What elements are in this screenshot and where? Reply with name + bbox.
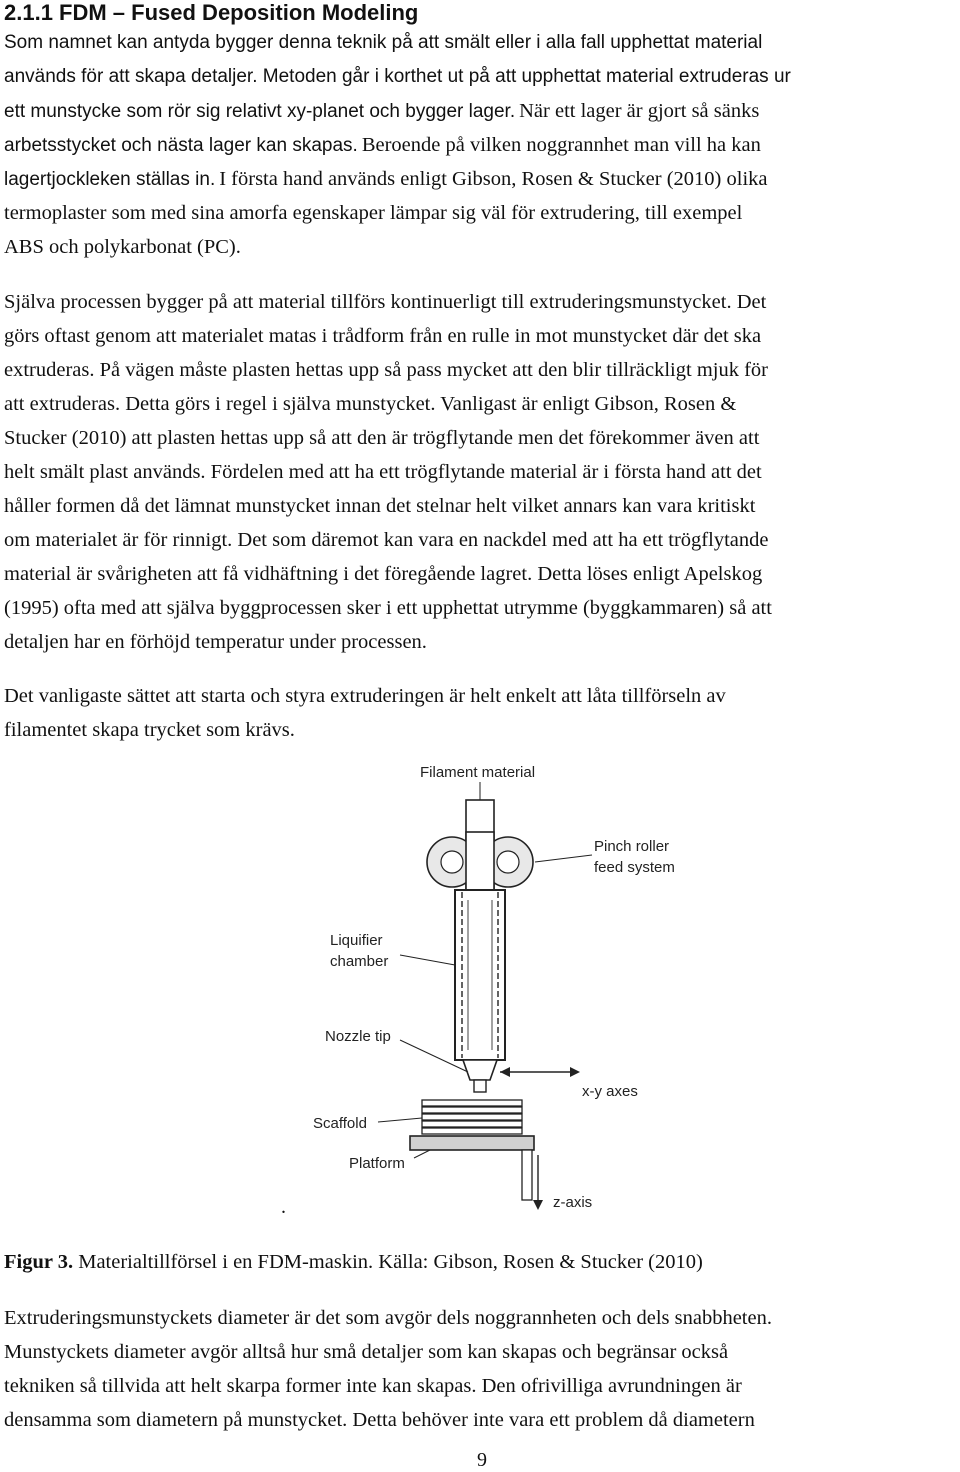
para2-line-10: (1995) ofta med att själva byggprocessen sker i ett upphettat utrymme (byggkammaren) så att	[4, 597, 772, 619]
para2-line-8: om materialet är för rinnigt. Det som däremot kan vara en nackdel med att ha ett trögflytande	[4, 529, 769, 551]
para1-line-1: Som namnet kan antyda bygger denna teknik på att smält eller i alla fall upphettat material	[4, 32, 763, 53]
leader-platform	[414, 1150, 430, 1158]
xy-arrowhead-left	[500, 1067, 510, 1077]
leader-liquifier	[400, 955, 455, 965]
para2-line-3: extruderas. På vägen måste plasten hettas upp så pass mycket att den blir tillräckligt mjuk för	[4, 359, 768, 381]
para4-line-4: densamma som diametern på munstycket. Detta behöver inte vara ett problem då diametern	[4, 1409, 755, 1431]
nozzle-orifice	[474, 1080, 486, 1092]
para2-line-4: att extruderas. Detta görs i regel i själva munstycket. Vanligast är enligt Gibson, Rosen &	[4, 393, 737, 415]
para1-line-7: ABS och polykarbonat (PC).	[4, 236, 241, 258]
leader-pinch	[535, 855, 592, 862]
fdm-diagram	[280, 760, 700, 1230]
label-feed-system: feed system	[594, 859, 675, 876]
label-platform: Platform	[349, 1155, 405, 1172]
para1-line-5-b: I första hand används enligt Gibson, Rosen & Stucker (2010) olika	[219, 168, 768, 190]
para4-line-2: Munstyckets diameter avgör alltså hur små detaljer som kan skapas och begränsar också	[4, 1341, 729, 1363]
para2-line-9: material är svårigheten att få vidhäftning i det föregående lagret. Detta löses enligt Apelskog	[4, 563, 763, 585]
para1-line-2: används för att skapa detaljer. Metoden går i korthet ut på att upphettat material extruderas ur	[4, 66, 791, 87]
pinch-roller-left-hub	[441, 851, 463, 873]
pinch-roller-right-hub	[497, 851, 519, 873]
leader-scaffold	[378, 1118, 422, 1122]
build-platform	[410, 1136, 534, 1150]
label-xy-axes: x-y axes	[582, 1083, 638, 1100]
label-filament-material: Filament material	[420, 764, 536, 781]
z-arrowhead	[533, 1200, 543, 1210]
label-liquifier: Liquifier	[330, 932, 383, 949]
part-layer	[422, 1114, 522, 1120]
para1-line-4-b: Beroende på vilken noggrannhet man vill ha kan	[361, 134, 761, 156]
filament-between-rollers	[466, 832, 494, 892]
label-pinch-roller: Pinch roller	[594, 838, 670, 855]
para4-line-3: tekniken så tillvida att helt skarpa former inte kan skapas. Den ofrivilliga avrundningen är	[4, 1375, 742, 1397]
para1-line-3	[4, 98, 759, 126]
para2-line-7: håller formen då det lämnat munstycket innan det stelnar helt vilket annars kan vara kritiskt	[4, 495, 756, 517]
part-layer	[422, 1100, 522, 1106]
part-layer	[422, 1121, 522, 1127]
para1-line-6: termoplaster som med sina amorfa egenskaper lämpar sig väl för extrudering, till exempel	[4, 202, 743, 224]
para4-line-1: Extruderingsmunstyckets diameter är det som avgör dels noggrannheten och dels snabbheten.	[4, 1307, 772, 1329]
para3-line-1: Det vanligaste sättet att starta och styra extruderingen är helt enkelt att låta tillförseln av	[4, 685, 726, 707]
para1-line-5-a: lagertjockleken ställas in.	[4, 169, 216, 190]
para2-line-5: Stucker (2010) att plasten hettas upp så att den är trögflytande men det förekommer även att	[4, 427, 760, 449]
label-nozzle-tip: Nozzle tip	[325, 1028, 391, 1045]
nozzle-tip	[463, 1060, 497, 1080]
para1-line-3-b: När ett lager är gjort så sänks	[519, 100, 760, 122]
platform-support	[522, 1150, 532, 1200]
part-layer	[422, 1107, 522, 1113]
page-number: 9	[477, 1449, 487, 1471]
figure-caption	[4, 1249, 703, 1275]
para3-line-2: filamentet skapa trycket som krävs.	[4, 719, 295, 741]
para1-line-3-a: ett munstycke som rör sig relativt xy-planet och bygger lager.	[4, 101, 516, 122]
part-layer	[422, 1128, 522, 1134]
figure-caption-label: Figur 3.	[4, 1251, 74, 1273]
para2-line-2: görs oftast genom att materialet matas i trådform från en rulle in mot munstycket där det ska	[4, 325, 762, 347]
para2-line-6: helt smält plast används. Fördelen med att ha ett trögflytande material är i första hand att det	[4, 461, 762, 483]
para1-line-4-a: arbetsstycket och nästa lager kan skapas.	[4, 135, 358, 156]
para1-line-4	[4, 132, 761, 160]
label-chamber: chamber	[330, 953, 389, 970]
para1-line-5	[4, 166, 768, 194]
para2-line-1: Själva processen bygger på att material tillförs kontinuerligt till extruderingsmunstycket. Det	[4, 291, 767, 313]
figure-caption-text: Materialtillförsel i en FDM-maskin. Källa: Gibson, Rosen & Stucker (2010)	[73, 1251, 703, 1273]
para2-line-11: detaljen har en förhöjd temperatur under processen.	[4, 631, 427, 653]
section-heading: 2.1.1 FDM – Fused Deposition Modeling	[4, 0, 419, 25]
label-z-axis: z-axis	[553, 1194, 593, 1211]
label-scaffold: Scaffold	[313, 1115, 367, 1132]
stray-dot: .	[281, 1196, 286, 1218]
xy-arrowhead-right	[570, 1067, 580, 1077]
